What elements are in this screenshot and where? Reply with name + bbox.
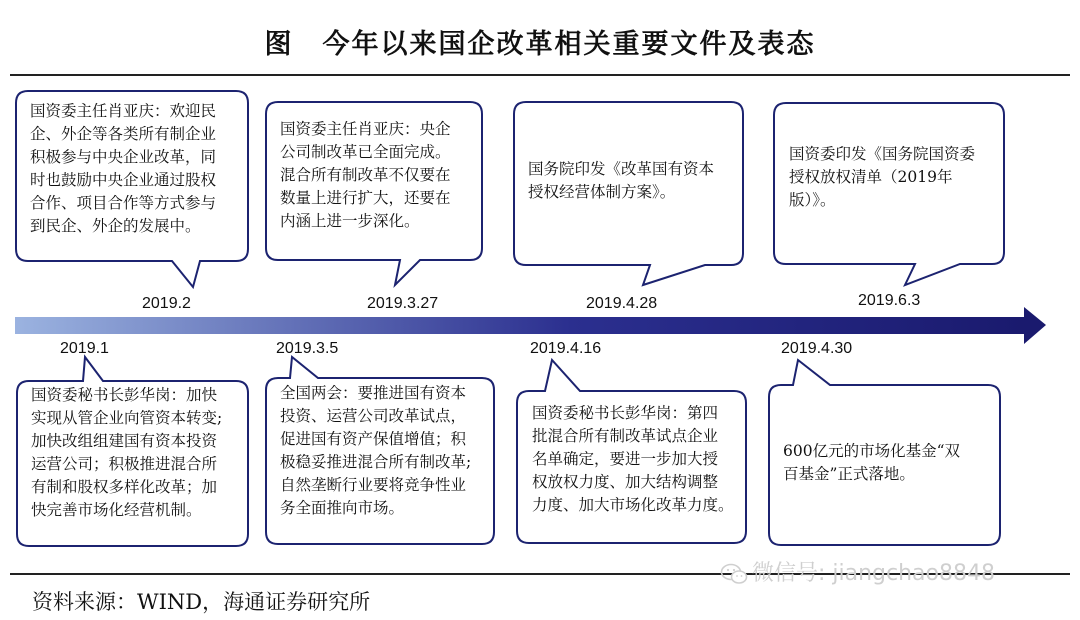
- event-text: 600亿元的市场化基金“双 百基金”正式落地。: [783, 442, 961, 483]
- watermark: [720, 556, 995, 587]
- event-text: 国务院印发《改革国有资本 授权经营体制方案》。: [528, 160, 715, 201]
- event-text: 国资委印发《国务院国资委 授权放权清单（2019年 版）》。: [789, 145, 976, 209]
- date-label: 2019.6.3: [858, 292, 921, 309]
- event-text: 国资委秘书长彭华岗：第四 批混合所有制改革试点企业 名单确定，要进一步加大授 权放权力度、加大结构调整 力度、加大市场化改革力度。: [532, 404, 734, 514]
- watermark-text: 微信号: jiangchao8848: [752, 561, 995, 586]
- date-label: 2019.2: [142, 295, 191, 312]
- date-label: 2019.4.30: [781, 340, 853, 357]
- wechat-icon: [720, 563, 748, 585]
- date-label: 2019.3.27: [367, 295, 439, 312]
- date-label: 2019.3.5: [276, 340, 339, 357]
- event-text: 国资委秘书长彭华岗：加快 实现从管企业向管资本转变; 加快改组组建国有资本投资 运营公司；积极推进混合所 有制和股权多样化改革；加 快完善市场化经营机制。: [31, 386, 223, 519]
- event-text: 国资委主任肖亚庆：央企 公司制改革已全面完成。 混合所有制改革不仅要在 数量上进行扩大，还要在 内涵上进一步深化。: [280, 120, 451, 230]
- event-text: 国资委主任肖亚庆：欢迎民 企、外企等各类所有制企业 积极参与中央企业改革，同 时也鼓励中央企业通过股权 合作、项目合作等方式参与 到民企、外企的发展中。: [30, 102, 217, 235]
- date-label: 2019.4.16: [530, 340, 602, 357]
- event-text: 全国两会：要推进国有资本 投资、运营公司改革试点， 促进国有资产保值增值；积 极稳妥推进混合所有制改革; 自然垄断行业要将竞争性业 务全面推向市场。: [280, 384, 472, 517]
- date-label: 2019.1: [60, 340, 109, 357]
- figure-title: 图 今年以来国企改革相关重要文件及表态: [264, 29, 816, 60]
- source-note: 资料来源：WIND，海通证券研究所: [32, 590, 371, 614]
- date-label: 2019.4.28: [586, 295, 658, 312]
